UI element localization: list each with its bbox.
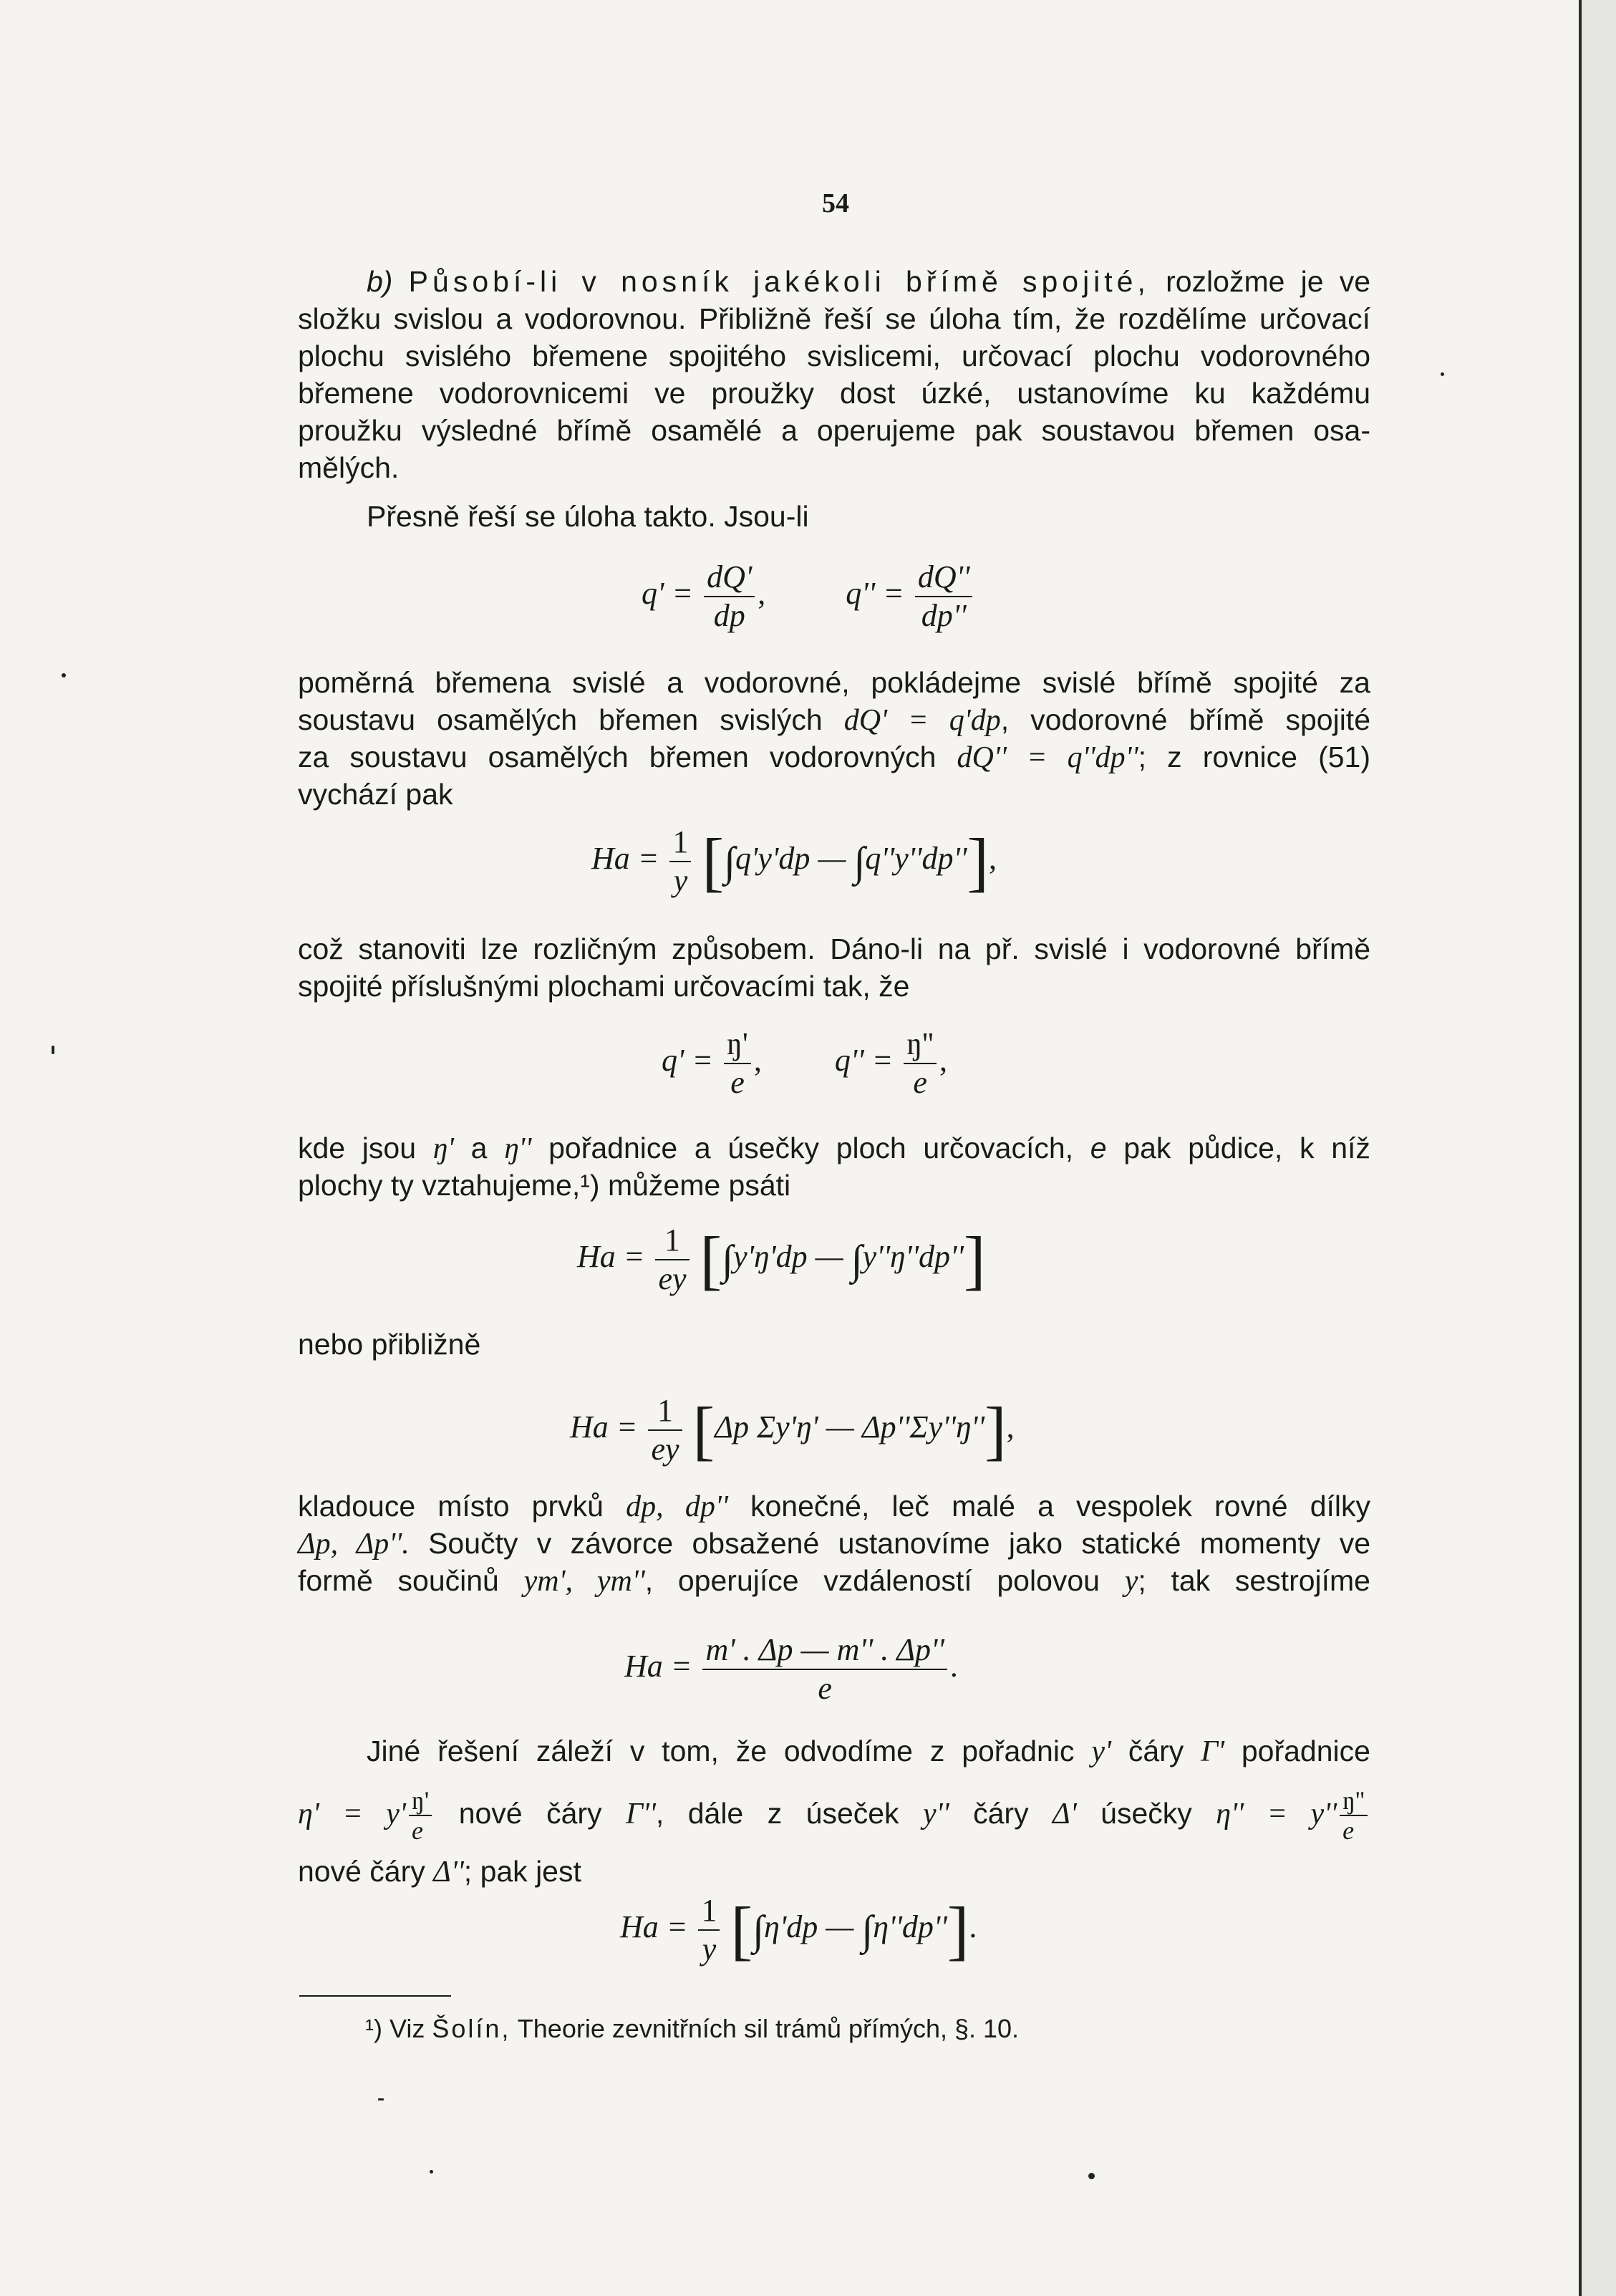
footnote xyxy=(365,2014,1019,2044)
para1-line4: břemene vodorovnicemi ve proužky dost úzké, ustanovíme ku každému xyxy=(298,377,1370,410)
para3-l3a: za soustavu osamělých břemen vodorovných xyxy=(298,741,937,773)
eq7-den: y xyxy=(698,1929,720,1968)
para3-line1: poměrná břemena svislé a vodorovné, pokládejme svislé břímě spojité za xyxy=(298,666,1370,699)
para7-line1 xyxy=(367,1733,1370,1770)
eq6-num: m' . Δp — m'' . Δp'' xyxy=(705,1632,944,1667)
para7-line3 xyxy=(298,1853,581,1890)
para6-l3-math: ym', ym'' xyxy=(523,1565,645,1598)
para7-l2-math5: η'' = y'' xyxy=(1216,1797,1337,1830)
para1-line3: plochu svislého břemene spojitého svislicemi, určovací plochu vodorovného xyxy=(298,339,1370,372)
para3-l2a: soustavu osamělých břemen svislých xyxy=(298,703,823,736)
eq5-den: ey xyxy=(648,1429,682,1468)
para7-l2d: úsečky xyxy=(1100,1796,1192,1830)
equation-6 xyxy=(624,1631,958,1707)
footnote-author: Šolín, xyxy=(432,2014,511,2043)
para6-line2 xyxy=(298,1525,1370,1562)
para6-l3b: , operujíce vzdáleností polovou xyxy=(644,1564,1100,1597)
para6-l3-math2: y xyxy=(1124,1565,1138,1598)
eq1-lhs1: q' = xyxy=(642,576,694,612)
eq6-tail: . xyxy=(949,1649,958,1684)
para6-l3a: formě součinů xyxy=(298,1564,499,1597)
footnote-a: Viz xyxy=(390,2014,425,2043)
label-b: b) xyxy=(367,265,393,298)
eq2-den: y xyxy=(669,861,691,899)
eq1-num2: dQ'' xyxy=(917,559,970,594)
eq5-frac xyxy=(648,1392,682,1468)
footnote-mark: ¹) xyxy=(365,2014,382,2043)
label-nebo-priblizne: nebo přibližně xyxy=(298,1328,481,1361)
eq3-den2: e xyxy=(904,1063,937,1101)
eq4-term2: y''ŋ''dp'' xyxy=(862,1239,964,1275)
para2: Přesně řeší se úloha takto. Jsou-li xyxy=(367,500,809,533)
eq2-term1: q'y'dp — xyxy=(735,841,846,877)
eq5-num: 1 xyxy=(657,1393,673,1428)
eq2-frac xyxy=(669,824,691,899)
eq6-lhs: Ha = xyxy=(624,1649,692,1684)
para6-l3c: ; tak sestrojíme xyxy=(1138,1564,1370,1597)
eq2-term2: q''y''dp'' xyxy=(865,841,967,877)
para3-l3b: ; z rovnice (51) xyxy=(1138,741,1370,773)
para7-l1b: čáry xyxy=(1128,1735,1184,1767)
equation-2: Ha = $\frac{1}{y}$ [∫q'y'dp — ∫q''y''dp''], xyxy=(591,824,997,898)
eq2-num: 1 xyxy=(672,824,689,859)
para7-l1c: pořadnice xyxy=(1241,1735,1370,1767)
eq7-frac xyxy=(698,1892,720,1968)
eq5-tail: , xyxy=(1006,1409,1015,1445)
eq4-lhs: Ha = xyxy=(577,1239,645,1275)
spaced-phrase: Působí-li v nosník jakékoli břímě spojité, xyxy=(408,265,1150,298)
equation-1: q' = $\frac{dQ'}{dp}$ , q'' = $\frac{dQ''}{dp''}$ xyxy=(642,559,975,635)
equation-3: q' = $\frac{ŋ'}{e}$ , q'' = $\frac{ŋ''}{e}$ , xyxy=(662,1026,947,1100)
eq6-den: e xyxy=(702,1669,947,1707)
para7-l2-math1: η' = y' xyxy=(298,1797,406,1830)
para6-l2-math: Δp, Δp''. xyxy=(298,1528,410,1561)
eq5-body: Δp Σy'ŋ' — Δp''Σy''ŋ'' xyxy=(715,1409,984,1445)
eq1-lhs2: q'' = xyxy=(846,576,904,612)
para4-line1: což stanoviti lze rozličným způsobem. Dáno-li na př. svislé i vodorovné břímě xyxy=(298,932,1370,965)
scan-speck xyxy=(430,2170,433,2174)
eq7-tail: . xyxy=(969,1909,977,1945)
para5-l1c: pořadnice a úsečky ploch určovacích, xyxy=(548,1132,1074,1164)
eq1-den2: dp'' xyxy=(915,596,973,635)
page-number: 54 xyxy=(822,188,849,218)
scan-speck xyxy=(62,673,66,677)
para5-line2: plochy ty vztahujeme,¹) můžeme psáti xyxy=(298,1169,791,1202)
para5-l1-math2: ŋ'' xyxy=(504,1132,532,1165)
eq1-num1: dQ' xyxy=(707,559,753,594)
equation-5: Ha = $\frac{1}{ey}$ [Δp Σy'ŋ' — Δp''Σy''ŋ''], xyxy=(570,1393,1015,1467)
para1-line2: složku svislou a vodorovnou. Přibližně řeší se úloha tím, že rozdělíme určovací xyxy=(298,302,1370,335)
para7-l3-math: Δ'' xyxy=(433,1856,464,1889)
para3-line4: vychází pak xyxy=(298,778,453,811)
para7-l2-math3: y'' xyxy=(923,1797,949,1830)
para1-line1 xyxy=(367,264,1370,299)
scan-speck xyxy=(52,1046,54,1054)
para7-l1a: Jiné řešení záleží v tom, že odvodíme z pořadnic xyxy=(367,1735,1075,1767)
eq1-frac2 xyxy=(915,559,973,635)
para3-l2b: , vodorovné břímě spojité xyxy=(1000,703,1370,736)
eq1-frac1 xyxy=(704,559,755,635)
para7-l3a: nové čáry xyxy=(298,1855,425,1888)
eq6-frac xyxy=(702,1631,947,1707)
para3-l2-math: dQ' = q'dp xyxy=(843,704,1001,737)
eq4-term1: y'ŋ'dp — xyxy=(733,1239,843,1275)
equation-7: Ha = $\frac{1}{y}$ [∫η'dp — ∫η''dp'']. xyxy=(620,1893,977,1967)
scan-speck xyxy=(1088,2173,1095,2179)
para7-l2-frac1 xyxy=(409,1786,432,1845)
eq3-num1: ŋ' xyxy=(727,1026,748,1061)
eq5-lhs: Ha = xyxy=(570,1409,638,1445)
para7-line2 xyxy=(298,1786,1370,1845)
para6-line3 xyxy=(298,1563,1370,1599)
para7-l2-frac2 xyxy=(1340,1786,1368,1845)
para7-l2b: , dále z úseček xyxy=(655,1796,899,1830)
eq4-num: 1 xyxy=(664,1222,680,1258)
eq3-frac1 xyxy=(724,1026,751,1101)
para5-l1-math3: e xyxy=(1090,1132,1107,1164)
scan-speck xyxy=(1441,372,1444,376)
eq3-den1: e xyxy=(724,1063,751,1101)
para7-l2-frac1-num: ŋ' xyxy=(411,1786,430,1815)
para7-l2-frac2-num: ŋ'' xyxy=(1342,1786,1365,1815)
para7-l1-math2: Γ' xyxy=(1201,1735,1225,1768)
eq3-frac2 xyxy=(904,1026,937,1101)
para6-line1 xyxy=(298,1488,1370,1525)
eq4-den: ey xyxy=(655,1259,689,1298)
para3-line2 xyxy=(298,702,1370,738)
eq7-term1: η'dp — xyxy=(764,1909,854,1945)
eq3-lhs2: q'' = xyxy=(834,1043,894,1079)
eq3-lhs1: q' = xyxy=(662,1043,714,1079)
para7-l2a: nové čáry xyxy=(458,1796,602,1830)
eq1-den1: dp xyxy=(704,596,755,635)
para3-l3-math: dQ'' = q''dp'' xyxy=(957,741,1138,774)
para4-line2: spojité příslušnými plochami určovacími tak, že xyxy=(298,970,910,1003)
para6-l1a: kladouce místo prvků xyxy=(298,1490,604,1523)
para7-l2-frac1-den: e xyxy=(409,1815,432,1845)
para5-l1b: a xyxy=(470,1132,488,1164)
eq2-lhs: Ha = xyxy=(591,841,659,877)
para1-line1-rest: rozložme je ve xyxy=(1166,265,1370,298)
para7-l2-frac2-den: e xyxy=(1340,1815,1368,1845)
footnote-b: Theorie zevnitřních sil trámů přímých, §. 10. xyxy=(517,2014,1020,2043)
para5-l1d: pak půdice, k níž xyxy=(1123,1132,1370,1164)
para5-line1 xyxy=(298,1130,1370,1167)
equation-4: Ha = $\frac{1}{ey}$ [∫y'ŋ'dp — ∫y''ŋ''dp''] xyxy=(577,1222,986,1296)
page-edge-shadow xyxy=(1579,0,1582,2296)
para5-l1a: kde jsou xyxy=(298,1132,417,1164)
eq7-lhs: Ha = xyxy=(620,1909,688,1945)
para7-l2-math4: Δ' xyxy=(1053,1797,1077,1830)
para6-l2b: Součty v závorce obsažené ustanovíme jako statické momenty ve xyxy=(428,1527,1370,1560)
para7-l2c: čáry xyxy=(973,1796,1029,1830)
para5-l1-math1: ŋ' xyxy=(432,1132,454,1165)
page-edge xyxy=(1579,0,1616,2296)
eq3-num2: ŋ'' xyxy=(906,1026,934,1061)
eq7-term2: η''dp'' xyxy=(873,1909,947,1945)
para7-l1-math1: y' xyxy=(1091,1735,1111,1768)
scan-speck xyxy=(378,2098,384,2100)
para1-line5: proužku výsledné břímě osamělé a operujeme pak soustavou břemen osa- xyxy=(298,414,1370,447)
para7-l2-math2: Γ'' xyxy=(626,1797,656,1830)
para3-line3 xyxy=(298,739,1370,776)
para7-l3b: ; pak jest xyxy=(463,1855,581,1888)
eq7-num: 1 xyxy=(701,1893,717,1928)
para6-l1-math: dp, dp'' xyxy=(626,1490,728,1523)
eq4-frac xyxy=(655,1222,689,1298)
footnote-rule xyxy=(299,1995,451,1997)
para1-line6: mělých. xyxy=(298,451,400,484)
para6-l1b: konečné, leč malé a vespolek rovné dílky xyxy=(750,1490,1371,1523)
